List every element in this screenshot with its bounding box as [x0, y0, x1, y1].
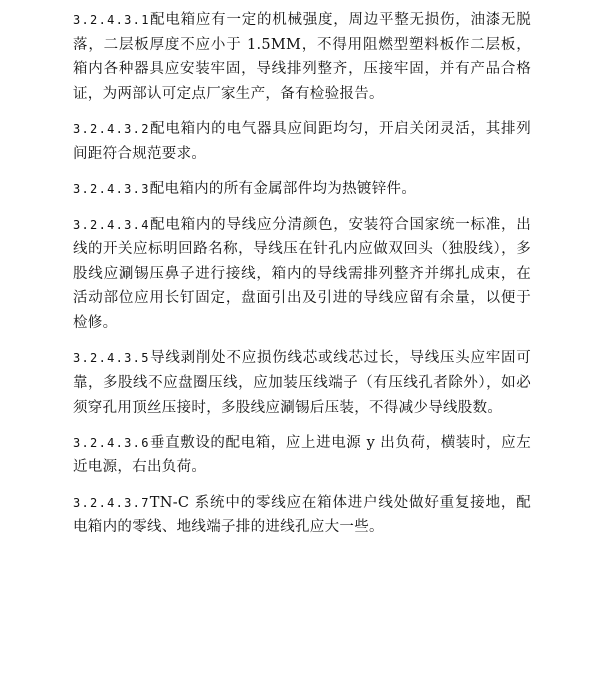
clause-text: 配电箱应有一定的机械强度，周边平整无损伤，油漆无脱落，二层板厚度不应小于 1.5MM，不得用阻燃型塑料板作二层板，箱内各种器具应安装牢固，导线排列整齐，压接牢固，并有产品合格证，为两部认可定点厂家生产，备有检验报告。: [73, 12, 531, 102]
clause-text: 配电箱内的导线应分清颜色，安装符合国家统一标准，出线的开关应标明回路名称，导线压在针孔内应做双回头（独股线），多股线应涮锡压鼻子进行接线，箱内的导线需排列整齐并绑扎成束，在活动部位应用长钉固定，盘面引出及引进的导线应留有余量，以便于检修。: [73, 216, 531, 331]
clause-number: 3.2.4.3.3: [73, 182, 150, 197]
clause-3-2-4-3-5: [73, 346, 531, 420]
clause-text: 配电箱内的所有金属部件均为热镀锌件。: [149, 181, 417, 198]
clause-text: 导线剥削处不应损伤线芯或线芯过长，导线压头应牢固可靠，多股线不应盘圈压线，应加装压线端子（有压线孔者除外），如必须穿孔用顶丝压接时，多股线应涮锡后压装，不得减少导线股数。: [73, 350, 531, 416]
clause-number: 3.2.4.3.6: [73, 435, 150, 450]
clause-3-2-4-3-2: [73, 117, 531, 166]
clause-text: 垂直敷设的配电箱，应上进电源 y 出负荷，横装时，应左近电源，右出负荷。: [73, 434, 531, 476]
clause-number: 3.2.4.3.4: [73, 217, 150, 232]
clause-3-2-4-3-6: [73, 431, 531, 480]
clause-number: 3.2.4.3.1: [73, 13, 150, 27]
clause-number: 3.2.4.3.5: [73, 351, 150, 366]
document-body: [73, 8, 531, 551]
clause-3-2-4-3-7: [73, 491, 531, 540]
clause-number: 3.2.4.3.7: [73, 495, 150, 510]
clause-3-2-4-3-3: [73, 177, 531, 202]
clause-3-2-4-3-1: [73, 8, 531, 106]
clause-3-2-4-3-4: [73, 213, 531, 336]
clause-number: 3.2.4.3.2: [73, 122, 150, 137]
clause-text: TN-C 系统中的零线应在箱体进户线处做好重复接地，配电箱内的零线、地线端子排的进线孔应大一些。: [73, 494, 531, 536]
clause-text: 配电箱内的电气器具应间距均匀，开启关闭灵活，其排列间距符合规范要求。: [73, 121, 531, 162]
